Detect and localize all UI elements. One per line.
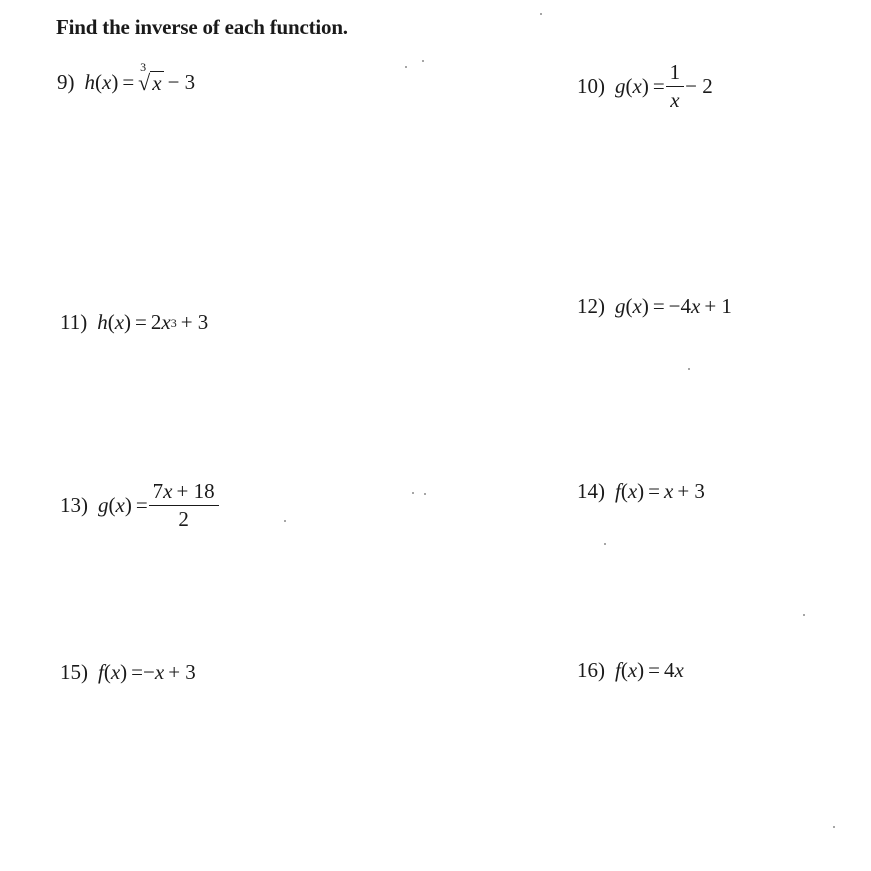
- fraction: [151, 481, 217, 530]
- scan-speck: [833, 826, 835, 828]
- coefficient: 2: [150, 310, 162, 334]
- variable: x: [674, 658, 684, 682]
- expression-tail: + 3: [677, 479, 705, 503]
- problem-number: 14): [577, 479, 605, 503]
- fraction-denominator: 2: [149, 505, 219, 530]
- radical-sign-icon: √: [138, 70, 151, 95]
- equals-sign: =: [131, 660, 144, 684]
- problem-number: 9): [57, 70, 75, 94]
- numerator-lead: 7: [152, 479, 164, 503]
- scan-speck: [688, 368, 690, 370]
- scan-speck: [803, 614, 805, 616]
- function-name: f: [615, 658, 621, 682]
- exponent: 3: [170, 315, 177, 330]
- problem-16: 16) f ( x ) = 4 x: [577, 658, 684, 682]
- problem-number: 16): [577, 658, 605, 682]
- function-name: f: [98, 660, 104, 684]
- numerator-tail: + 18: [176, 479, 215, 503]
- scan-speck: [604, 543, 606, 545]
- variable: x: [154, 660, 165, 684]
- problem-13: 13) g ( x ) = $\frac{7x + 18}{2}$: [60, 481, 220, 530]
- equals-sign: =: [652, 74, 665, 98]
- equals-sign: =: [122, 70, 135, 94]
- function-arg: x: [627, 658, 638, 682]
- function-name: g: [98, 493, 109, 517]
- scan-speck: [412, 492, 414, 494]
- function-arg: x: [102, 70, 112, 94]
- function-arg: x: [632, 74, 642, 98]
- function-arg: x: [114, 310, 125, 334]
- problem-number: 15): [60, 660, 88, 684]
- expression-tail: + 1: [704, 294, 732, 318]
- equals-sign: =: [648, 479, 661, 503]
- problem-12: 12) g ( x ) = −4 x + 1: [577, 294, 732, 318]
- scan-speck: [405, 66, 407, 68]
- problem-number: 12): [577, 294, 605, 318]
- expression-lead: −: [143, 660, 155, 684]
- variable: x: [161, 310, 171, 334]
- fraction-numerator: 1: [669, 60, 681, 84]
- problem-number: 11): [60, 310, 88, 334]
- expression-tail: − 3: [167, 70, 196, 94]
- equals-sign: =: [135, 310, 147, 334]
- fraction-denominator: x: [666, 86, 685, 111]
- problem-number: 10): [577, 74, 605, 98]
- worksheet-title: Find the inverse of each function.: [56, 15, 348, 39]
- problem-15: 15) f ( x ) = − x + 3: [60, 660, 196, 684]
- problem-11: 11) h ( x ) = 2 x 3 + 3: [60, 310, 209, 334]
- fraction-numerator: [151, 481, 217, 505]
- scan-speck: [284, 520, 286, 522]
- expression-tail: + 3: [180, 310, 209, 334]
- function-arg: x: [632, 294, 642, 318]
- problem-9: 9) h ( x ) = 3 √ x − 3: [57, 60, 196, 95]
- fraction: [668, 62, 683, 111]
- radicand: x: [152, 71, 162, 95]
- function-arg: x: [627, 479, 638, 503]
- variable: x: [691, 294, 701, 318]
- equals-sign: =: [135, 493, 148, 517]
- coefficient: 4: [664, 658, 675, 682]
- equals-sign: =: [652, 294, 665, 318]
- scan-speck: [422, 60, 424, 62]
- root-index: 3: [140, 60, 147, 74]
- problem-10: 10) g ( x ) = $\frac{1}{x}$ − 2: [577, 60, 713, 112]
- expression-lead: −4: [668, 294, 692, 318]
- expression-tail: − 2: [685, 74, 713, 98]
- scan-speck: [540, 13, 542, 15]
- expression-tail: + 3: [168, 660, 196, 684]
- equals-sign: =: [648, 658, 661, 682]
- function-arg: x: [110, 660, 121, 684]
- function-name: g: [615, 294, 626, 318]
- cube-root: [138, 60, 163, 95]
- function-arg: x: [115, 493, 125, 517]
- problem-14: 14) f ( x ) = x + 3: [577, 479, 705, 503]
- problem-number: 13): [60, 493, 88, 517]
- function-name: g: [615, 74, 626, 98]
- variable: x: [163, 479, 173, 503]
- scan-speck: [424, 493, 426, 495]
- function-name: h: [97, 310, 108, 334]
- function-name: f: [615, 479, 621, 503]
- variable: x: [664, 479, 674, 503]
- function-name: h: [84, 70, 95, 94]
